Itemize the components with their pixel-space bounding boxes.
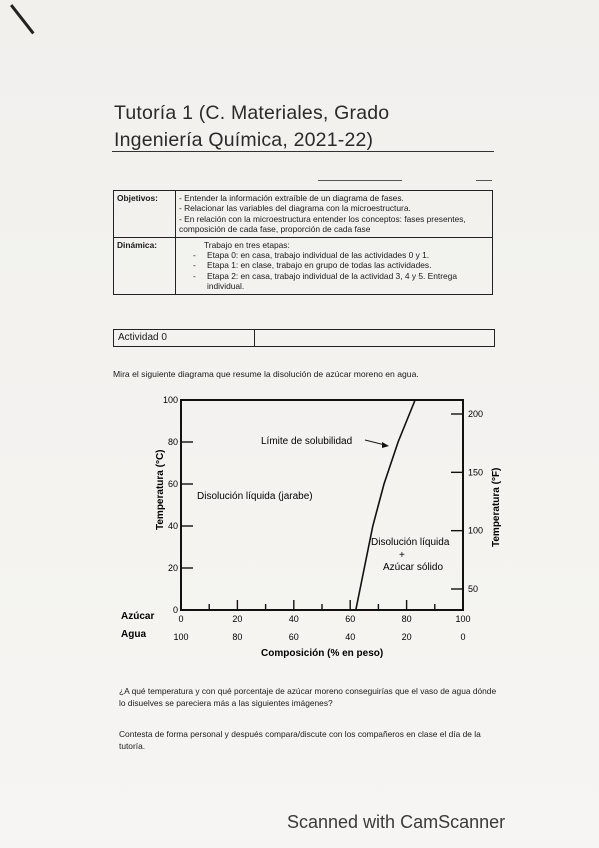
x-axis-label: Composición (% en peso) [261,648,384,659]
x-tick-label-water: 60 [288,632,299,642]
x-tick-label-water: 20 [401,632,412,642]
solubility-curve [356,400,415,610]
y-tick-label: 0 [172,605,178,615]
y-tick-label: 60 [167,479,178,489]
y-axis-label: Temperatura (°C) [155,449,166,530]
x-tick-label-sugar: 60 [345,614,356,624]
y-tick-label-right: 150 [468,467,484,478]
y-tick-label: 40 [167,521,178,531]
x-ticks [173,600,470,642]
objetivo-item: - En relación con la microestructura entender los conceptos: fases presentes, [179,213,466,224]
y-tick-label-right: 100 [468,525,484,536]
sugar-row-label: Azúcar [121,611,155,622]
stage-item: - Etapa 2: en casa, trabajo individual de la actividad 3, 4 y 5. Entrega individual. [207,271,489,292]
title-line-2: Ingeniería Química, 2021-22) [114,129,374,151]
x-tick-label-sugar: 100 [455,614,471,624]
x-tick-label-water: 100 [173,632,189,642]
question-text: ¿A qué temperatura y con qué porcentaje de azúcar moreno conseguirías que el vaso de agua dónde lo disuelves se pareciera más a las siguientes imágenes? [119,686,497,708]
stage-item: - Etapa 1: en clase, trabajo en grupo de todas las actividades. [207,260,489,270]
plot-frame [181,400,463,610]
dinamica-label: Dinámica: [114,237,176,294]
instruction-text: Contesta de forma personal y después compara/discute con los compañeros en clase el día de la tutoría. [119,729,481,751]
dinamica-row [114,237,493,294]
objetivos-content [176,191,493,238]
y-tick-label: 80 [167,437,178,447]
activity-header [113,329,495,347]
region-right-label-3: Azúcar sólido [383,562,444,573]
activity-label: Actividad 0 [118,332,167,343]
y-tick-label: 20 [167,563,178,573]
y-tick-label-right: 200 [468,409,484,419]
intro-text: Mira el siguiente diagrama que resume la disolución de azúcar moreno en agua. [113,369,419,379]
x-tick-label-water: 40 [345,632,356,642]
arrow-head [382,442,389,448]
dinamica-title: Trabajo en tres etapas: [204,239,290,250]
solubility-label: Límite de solubilidad [261,436,353,447]
title-underline [112,151,494,152]
activity-divider [254,330,255,346]
phase-diagram [113,390,503,670]
divider [318,180,402,181]
objetivos-row [114,191,493,238]
stages-list [179,250,489,292]
objetivos-label: Objetivos: [114,191,176,238]
x-tick-label-sugar: 20 [232,614,243,624]
y-ticks-left [163,395,193,615]
stage-item: - Etapa 0: en casa, trabajo individual de las actividades 0 y 1. [207,250,489,260]
dinamica-content [176,237,493,294]
title-line-1: Tutoría 1 (C. Materiales, Grado [114,102,390,124]
objetivo-item: - Entender la información extraíble de un diagrama de fases. [179,193,404,203]
region-right-label-2: + [399,550,405,561]
x-tick-label-sugar: 40 [288,614,299,624]
x-tick-label-water: 80 [232,632,243,642]
y-ticks-right [451,409,483,594]
info-table [113,190,493,295]
divider [476,180,492,181]
y-tick-label: 100 [162,395,178,405]
objetivo-item: - Relacionar las variables del diagrama con la microestructura. [179,203,411,214]
y-axis-label-right: Temperatura (°F) [491,467,502,547]
document-title [114,100,504,154]
x-tick-label-water: 0 [460,632,466,642]
water-row-label: Agua [121,629,146,640]
objetivo-item: composición de cada fase, proporción de cada fase [179,224,371,235]
scanner-watermark: Scanned with CamScanner [287,812,506,832]
y-tick-label-right: 50 [468,584,479,594]
pen-mark [10,4,35,34]
x-tick-label-sugar: 0 [178,614,184,624]
region-right-label-1: Disolución líquida [371,537,450,548]
region-left-label: Disolución líquida (jarabe) [197,491,313,502]
x-tick-label-sugar: 80 [401,614,412,624]
